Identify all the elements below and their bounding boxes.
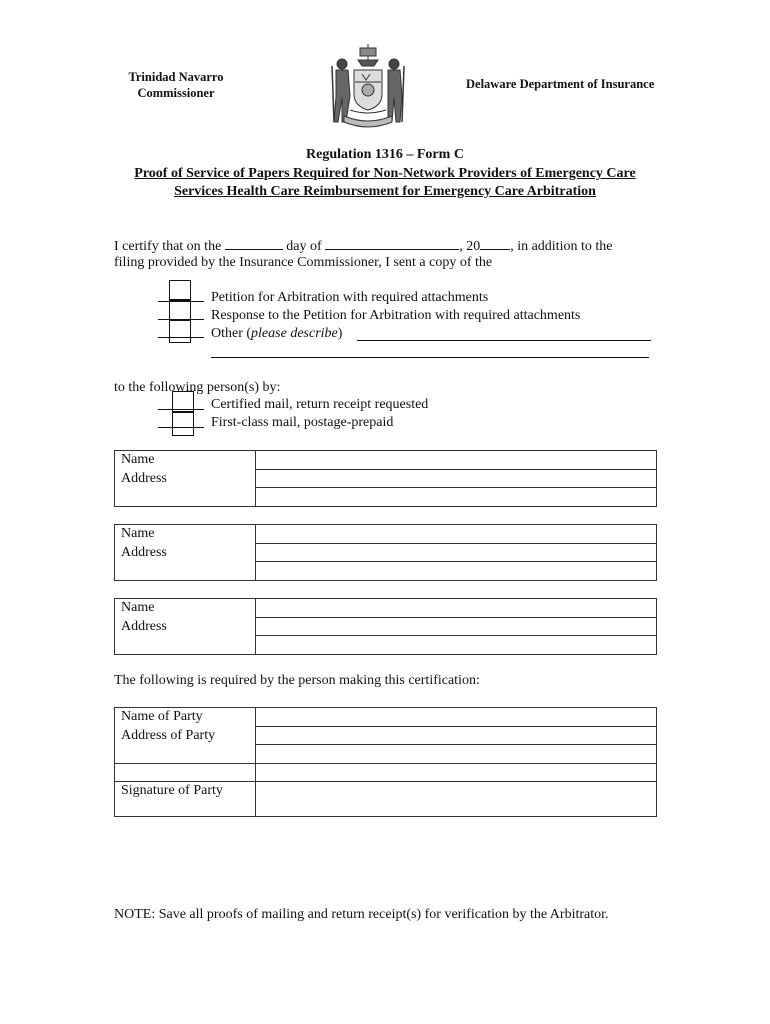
party-address-field-2[interactable] bbox=[256, 745, 657, 764]
delaware-seal-icon bbox=[322, 36, 414, 132]
certify-text-3: , 20 bbox=[459, 239, 481, 254]
recipient-address-field-2[interactable] bbox=[256, 636, 657, 655]
response-label: Response to the Petition for Arbitration with required attachments bbox=[211, 308, 581, 323]
day-field[interactable] bbox=[225, 237, 283, 250]
recipient-address-field-1[interactable] bbox=[256, 543, 657, 562]
other-checkbox[interactable] bbox=[169, 320, 191, 343]
certify-text-4: , in addition to the bbox=[510, 239, 613, 254]
month-field[interactable] bbox=[325, 237, 459, 250]
certify-text-1: I certify that on the bbox=[114, 239, 222, 254]
party-labels bbox=[115, 708, 256, 764]
party-address-field-3[interactable] bbox=[256, 763, 657, 782]
address-label: Address bbox=[121, 544, 167, 560]
signature-label: Signature of Party bbox=[115, 782, 256, 817]
recipient-address-field-1[interactable] bbox=[256, 617, 657, 636]
party-address-field-1[interactable] bbox=[256, 726, 657, 745]
recipient-name-field[interactable] bbox=[256, 525, 657, 544]
commissioner-name: Trinidad Navarro bbox=[128, 70, 224, 84]
first-class-mail-label: First-class mail, postage-prepaid bbox=[211, 415, 394, 430]
recipient-address-field-2[interactable] bbox=[256, 488, 657, 507]
signature-field[interactable] bbox=[256, 782, 657, 817]
note-text: NOTE: Save all proofs of mailing and return receipt(s) for verification by the Arbitrator. bbox=[114, 907, 609, 922]
department-name: Delaware Department of Insurance bbox=[466, 77, 655, 91]
required-text: The following is required by the person making this certification: bbox=[114, 673, 480, 688]
other-label bbox=[211, 326, 342, 342]
certify-line1 bbox=[114, 237, 612, 255]
recipient-address-field-2[interactable] bbox=[256, 562, 657, 581]
recipient-table-1 bbox=[114, 450, 657, 507]
recipient-table-2 bbox=[114, 524, 657, 581]
form-subtitle-line2: Services Health Care Reimbursement for Emergency Care Arbitration bbox=[174, 184, 596, 199]
response-checkbox[interactable] bbox=[169, 300, 191, 320]
recipient-labels bbox=[115, 451, 256, 507]
name-label: Name bbox=[121, 526, 155, 541]
other-describe-field-2[interactable] bbox=[211, 357, 649, 358]
other-label-end: ) bbox=[337, 326, 343, 341]
recipient-address-field-1[interactable] bbox=[256, 469, 657, 488]
name-label: Name bbox=[121, 600, 155, 615]
form-subtitle-line1: Proof of Service of Papers Required for Non-Network Providers of Emergency Care bbox=[134, 166, 636, 181]
first-class-mail-checkbox[interactable] bbox=[172, 412, 194, 436]
recipient-labels bbox=[115, 599, 256, 655]
recipient-table-3 bbox=[114, 598, 657, 655]
address-label: Address bbox=[121, 618, 167, 634]
to-persons-text: to the following person(s) by: bbox=[114, 380, 281, 395]
certified-mail-checkbox[interactable] bbox=[172, 391, 194, 412]
form-title: Regulation 1316 – Form C bbox=[306, 147, 464, 162]
other-label-italic: please describe bbox=[251, 326, 338, 341]
address-label: Address bbox=[121, 470, 167, 486]
year-field[interactable] bbox=[480, 237, 510, 250]
party-table bbox=[114, 707, 657, 817]
other-label-text: Other ( bbox=[211, 326, 252, 341]
certify-text-2: day of bbox=[286, 239, 322, 254]
certify-line2: filing provided by the Insurance Commissioner, I sent a copy of the bbox=[114, 255, 493, 270]
petition-label: Petition for Arbitration with required attachments bbox=[211, 290, 489, 305]
commissioner-block bbox=[126, 69, 226, 101]
other-describe-field-1[interactable] bbox=[357, 340, 651, 341]
commissioner-title: Commissioner bbox=[137, 86, 215, 100]
party-address-label: Address of Party bbox=[121, 727, 216, 743]
certified-mail-label: Certified mail, return receipt requested bbox=[211, 397, 429, 412]
petition-checkbox[interactable] bbox=[169, 280, 191, 300]
recipient-name-field[interactable] bbox=[256, 451, 657, 470]
recipient-name-field[interactable] bbox=[256, 599, 657, 618]
recipient-labels bbox=[115, 525, 256, 581]
name-label: Name bbox=[121, 452, 155, 467]
party-name-label: Name of Party bbox=[121, 709, 203, 724]
party-name-field[interactable] bbox=[256, 708, 657, 727]
party-blank-label bbox=[115, 763, 256, 782]
